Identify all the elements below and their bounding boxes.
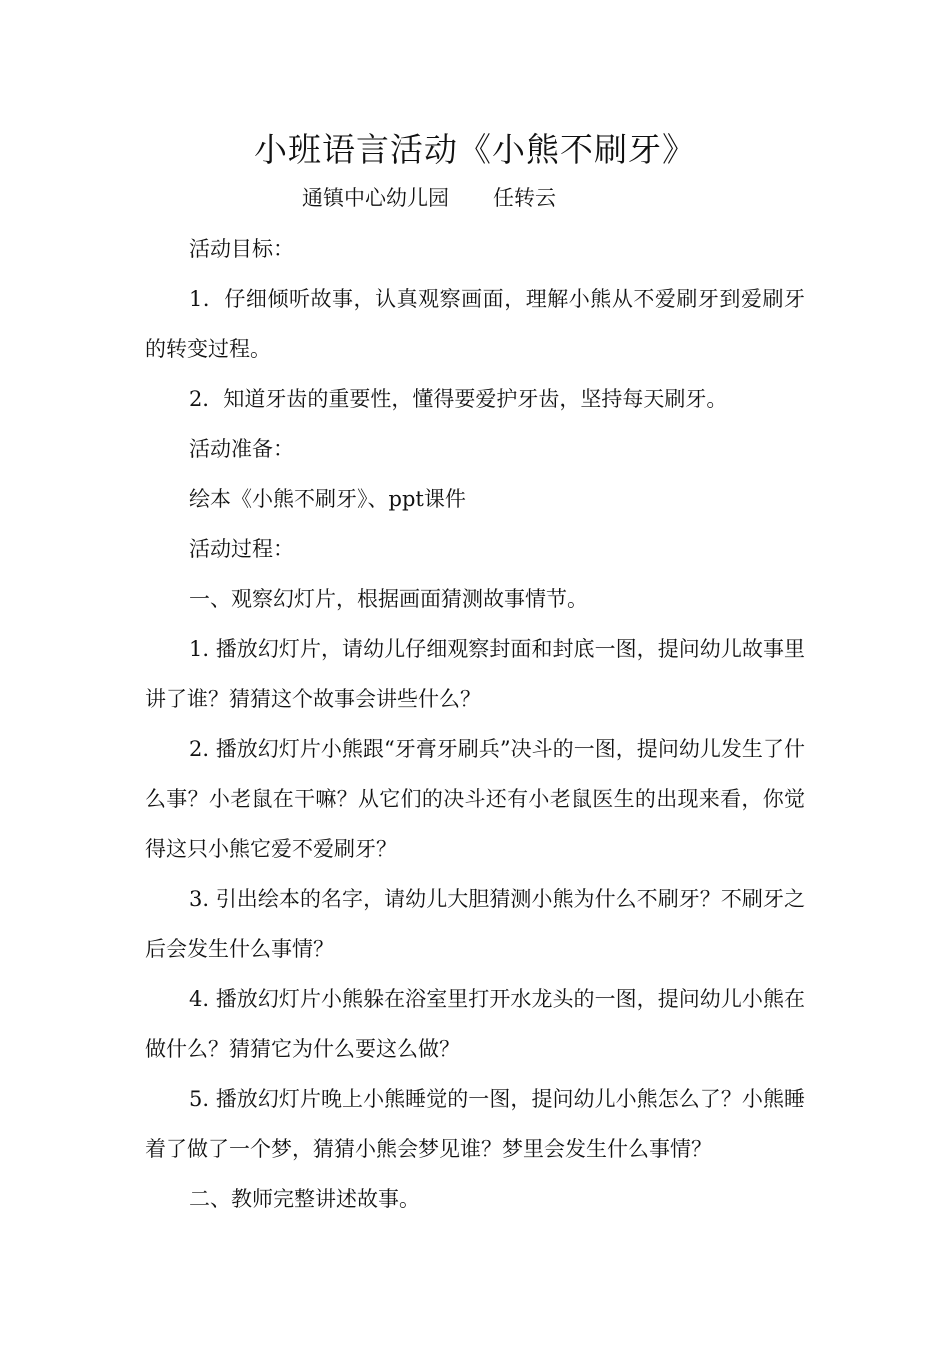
process-item-3: 3. 引出绘本的名字，请幼儿大胆猜测小熊为什么不刷牙？不刷牙之后会发生什么事情？: [145, 887, 805, 961]
author-name: 任转云: [493, 186, 556, 210]
document-body: [145, 224, 805, 1224]
process-item-2: 2. 播放幻灯片小熊跟“牙膏牙刷兵”决斗的一图，提问幼儿发生了什么事？小老鼠在干嘛？从它们的决斗还有小老鼠医生的出现来看，你觉得这只小熊它爱不爱刷牙？: [145, 737, 805, 861]
process-step-1-heading: 一、观察幻灯片，根据画面猜测故事情节。: [189, 587, 588, 611]
goal-item-1: 1．仔细倾听故事，认真观察画面，理解小熊从不爱刷牙到爱刷牙的转变过程。: [145, 287, 805, 361]
preparation-text: 绘本《小熊不刷牙》、ppt课件: [189, 487, 466, 511]
section-heading-goals: 活动目标：: [189, 237, 294, 261]
process-step-2-heading: 二、教师完整讲述故事。: [189, 1187, 420, 1211]
goal-item-2: 2．知道牙齿的重要性，懂得要爱护牙齿，坚持每天刷牙。: [189, 387, 728, 411]
school-name: 通镇中心幼儿园: [302, 186, 449, 210]
section-heading-process: 活动过程：: [189, 537, 294, 561]
document-title: 小班语言活动《小熊不刷牙》: [254, 130, 696, 169]
process-item-4: 4. 播放幻灯片小熊躲在浴室里打开水龙头的一图，提问幼儿小熊在做什么？猜猜它为什么要这么做？: [145, 987, 805, 1061]
process-item-1: 1. 播放幻灯片，请幼儿仔细观察封面和封底一图，提问幼儿故事里讲了谁？猜猜这个故事会讲些什么？: [145, 637, 805, 711]
section-heading-preparation: 活动准备：: [189, 437, 294, 461]
process-item-5: 5. 播放幻灯片晚上小熊睡觉的一图，提问幼儿小熊怎么了？小熊睡着了做了一个梦，猜猜小熊会梦见谁？梦里会发生什么事情？: [145, 1087, 805, 1161]
document-byline: [302, 182, 556, 214]
